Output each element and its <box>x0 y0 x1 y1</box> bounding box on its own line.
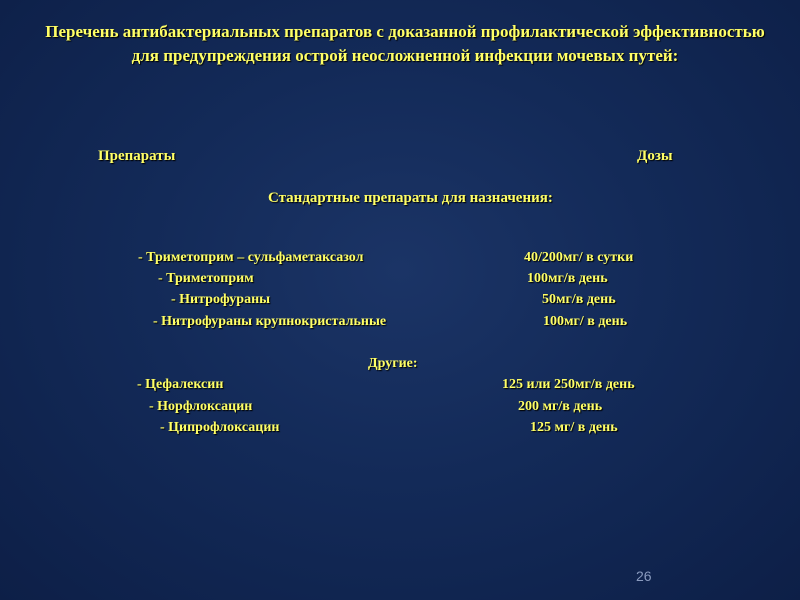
drug-dose: 50мг/в день <box>542 292 616 307</box>
drug-dose: 100мг/в день <box>527 271 608 286</box>
drug-name: - Цефалексин <box>137 377 224 392</box>
drug-name: - Ципрофлоксацин <box>160 420 280 435</box>
section-heading-standard: Стандартные препараты для назначения: <box>268 190 553 206</box>
drug-dose: 125 мг/ в день <box>530 420 618 435</box>
drug-dose: 200 мг/в день <box>518 399 603 414</box>
page-number: 26 <box>636 568 652 584</box>
drug-name: - Норфлоксацин <box>149 399 253 414</box>
column-header-drugs: Препараты <box>98 148 176 164</box>
column-header-doses: Дозы <box>637 148 673 164</box>
drug-name: - Нитрофураны крупнокристальные <box>153 314 387 329</box>
drug-name: - Триметоприм – сульфаметаксазол <box>138 250 364 265</box>
drug-dose: 40/200мг/ в сутки <box>524 250 634 265</box>
drug-name: - Нитрофураны <box>171 292 271 307</box>
slide-title: Перечень антибактериальных препаратов с доказанной профилактической эффективностью для предупреждения острой неосложненной инфекции мочевых путей: <box>45 22 765 65</box>
drug-dose: 100мг/ в день <box>543 314 628 329</box>
drug-dose: 125 или 250мг/в день <box>502 377 635 392</box>
drug-name: - Триметоприм <box>158 271 254 286</box>
section-heading-other: Другие: <box>368 356 418 371</box>
